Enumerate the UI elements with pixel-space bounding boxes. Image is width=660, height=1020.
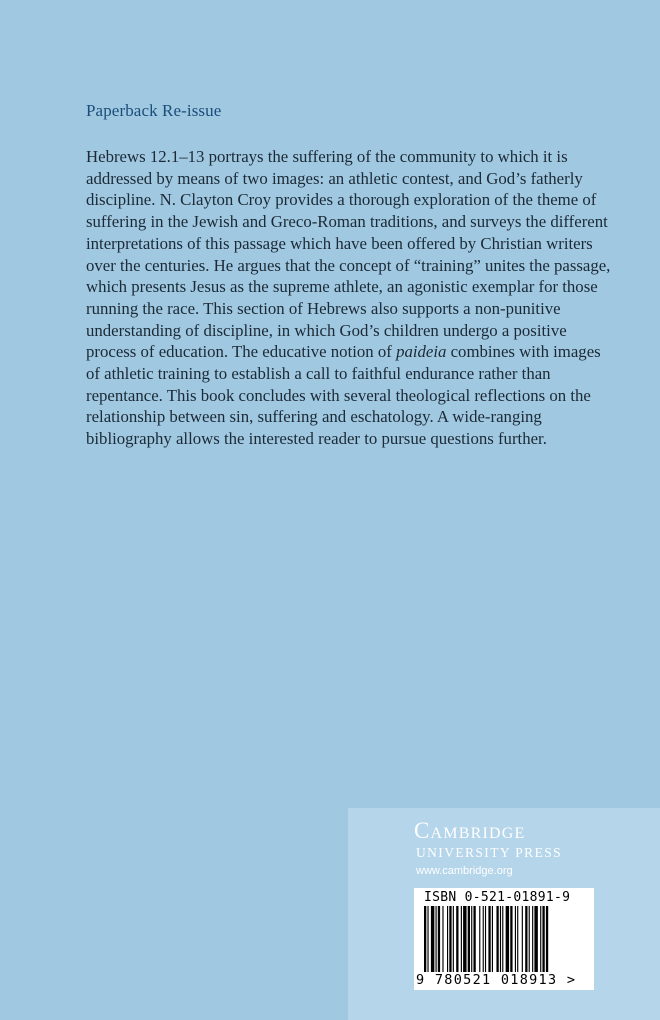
ean-digits: 9 780521 018913 > xyxy=(416,972,577,988)
barcode-bar xyxy=(502,906,503,972)
barcode-bar xyxy=(500,906,501,972)
barcode-bar xyxy=(468,906,470,972)
barcode-bar xyxy=(522,906,523,972)
barcode-bar xyxy=(427,906,428,972)
barcode-icon xyxy=(418,906,590,972)
barcode-bar xyxy=(436,906,437,972)
barcode-bar xyxy=(479,906,480,972)
barcode-bar xyxy=(438,906,440,972)
description-part-1: Hebrews 12.1–13 portrays the suffering of the community to which it is addressed by means of two images: an athletic contest, and God’s fatherly discipline. N. Clayton Croy provides a thorough exploration of the theme of suffering in the Jewish and Greco-Roman traditions, and surveys the different interpretations of this passage which have been offered by Christian writers over the centuries. He argues that the concept of “training” unites the passage, which presents Jesus as the supreme athlete, an agonistic exemplar for those running the race. This section of Hebrews also supports a non-punitive understanding of discipline, in which God’s children undergo a positive process of education. The educative notion of xyxy=(86,147,611,362)
barcode-bar xyxy=(532,906,533,972)
barcode-bar xyxy=(424,906,426,972)
barcode-bar xyxy=(546,906,548,972)
barcode-bar xyxy=(517,906,518,972)
barcode-bar xyxy=(525,906,527,972)
reissue-heading: Paperback Re-issue xyxy=(86,101,222,120)
barcode-bar xyxy=(488,906,490,972)
publisher-subtitle: UNIVERSITY PRESS xyxy=(416,845,563,860)
book-description xyxy=(86,146,614,450)
barcode-bar xyxy=(515,906,516,972)
barcode-bar xyxy=(483,906,484,972)
description-italic-term: paideia xyxy=(396,342,447,362)
barcode-bar xyxy=(542,906,544,972)
barcode-bar xyxy=(461,906,462,972)
barcode-bar xyxy=(473,906,475,972)
description-part-2: combines with images of athletic training to establish a call to faithful endurance rather than repentance. This book concludes with several theological reflections on the relationship between sin, suffering and eschatology. A wide-ranging bibliography allows the interested reader to pursue questions further. xyxy=(86,342,601,449)
barcode-bar xyxy=(492,906,493,972)
barcode-bar xyxy=(485,906,486,972)
barcode-bar xyxy=(506,906,509,972)
publisher-name: Cambridge xyxy=(414,818,526,843)
barcode-bar xyxy=(431,906,434,972)
barcode-bar xyxy=(442,906,443,972)
barcode-bar xyxy=(449,906,451,972)
publisher-url: www.cambridge.org xyxy=(416,865,513,877)
barcode-bar xyxy=(456,906,458,972)
isbn-label: ISBN 0-521-01891-9 xyxy=(424,890,571,905)
barcode-bar xyxy=(453,906,454,972)
barcode-bar xyxy=(529,906,530,972)
barcode-bar xyxy=(447,906,448,972)
barcode-box xyxy=(414,888,594,990)
barcode-bar xyxy=(534,906,537,972)
barcode-bar xyxy=(496,906,498,972)
barcode-bar xyxy=(463,906,466,972)
barcode-bar xyxy=(471,906,472,972)
publisher-panel xyxy=(348,808,660,1020)
barcode-bar xyxy=(510,906,512,972)
barcode-bar xyxy=(540,906,541,972)
